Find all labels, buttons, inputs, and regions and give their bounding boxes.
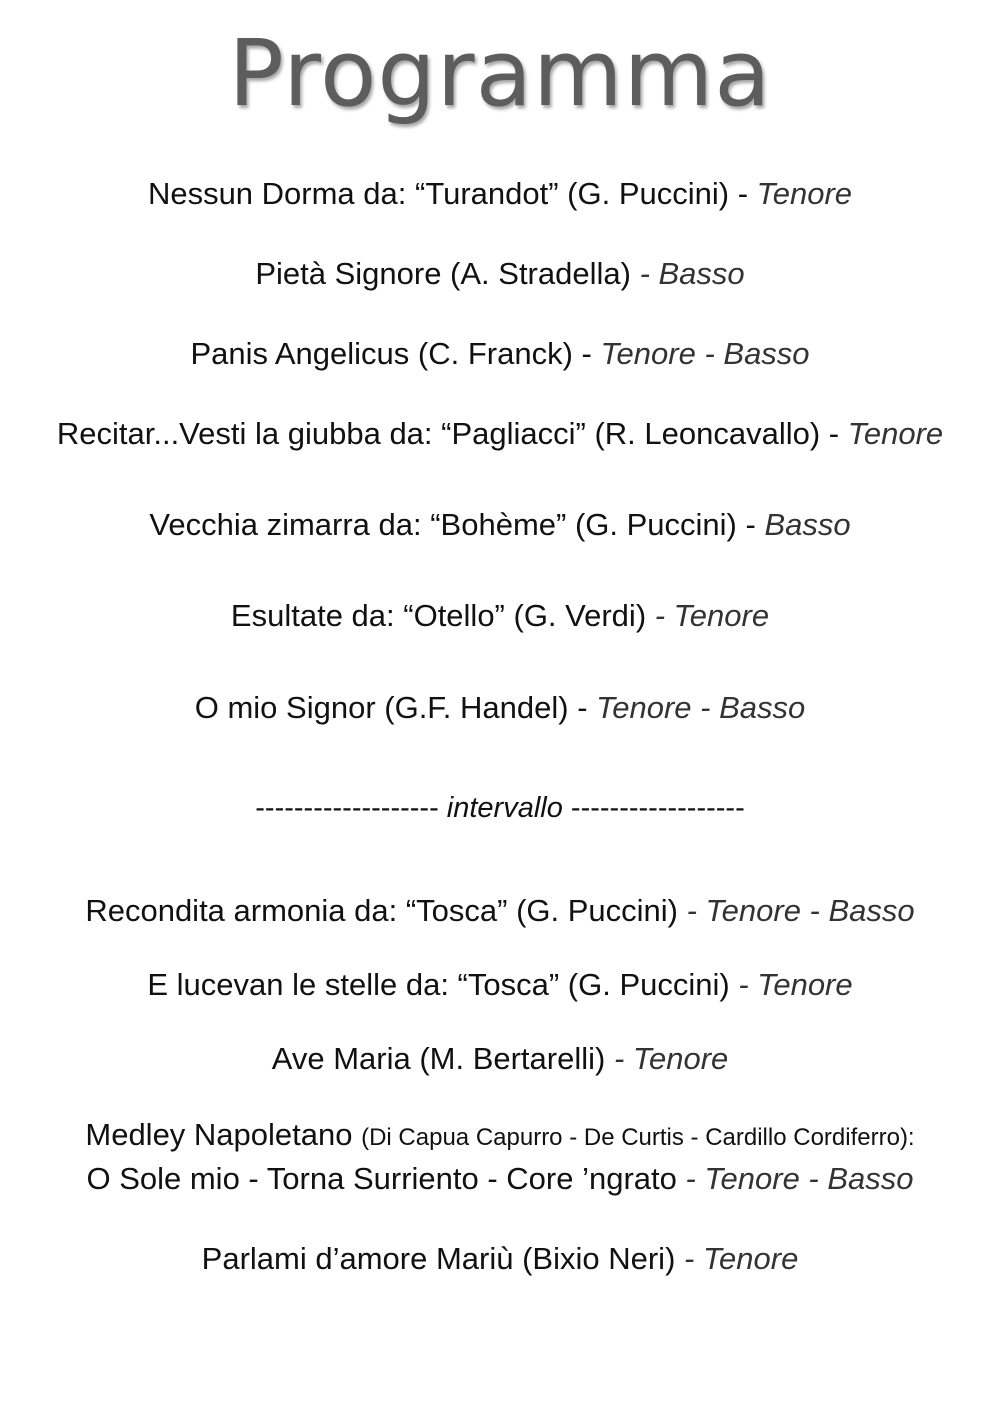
program-item: [0, 1041, 1000, 1077]
program-item: [0, 336, 1000, 372]
program-item: [0, 507, 1000, 543]
program-item: [0, 416, 1000, 452]
voice-text: - Tenore: [738, 967, 853, 1002]
program-item: [0, 967, 1000, 1003]
piece-text: E lucevan le stelle da: “Tosca” (G. Puccini): [147, 967, 739, 1002]
piece-text: Pietà Signore (A. Stradella): [255, 256, 640, 291]
piece-text: Esultate da: “Otello” (G. Verdi): [230, 598, 655, 633]
medley-songs-line: [0, 1161, 1000, 1197]
separator-dashes-right: ------------------: [562, 792, 745, 824]
piece-text: Recondita armonia da: “Tosca” (G. Puccini): [85, 893, 687, 928]
program-item: [0, 598, 1000, 634]
medley-title: Medley Napoletano: [85, 1117, 362, 1152]
program-item: [0, 176, 1000, 212]
piece-text: Ave Maria (M. Bertarelli): [271, 1041, 614, 1076]
voice-text: Tenore - Basso: [596, 690, 806, 725]
piece-text: Recitar...Vesti la giubba da: “Pagliacci” (R. Leoncavallo) -: [56, 416, 848, 451]
piece-text: Vecchia zimarra da: “Bohème” (G. Puccini) -: [149, 507, 765, 542]
program-item: [0, 256, 1000, 292]
voice-text: Tenore - Basso: [600, 336, 810, 371]
medley-authors: (Di Capua Capurro - De Curtis - Cardillo Cordiferro):: [361, 1124, 915, 1151]
medley-title-line: [0, 1117, 1000, 1153]
voice-text: - Tenore: [684, 1241, 799, 1276]
voice-text: - Basso: [639, 256, 745, 291]
page-title: Programma: [228, 20, 772, 127]
program-item: [0, 893, 1000, 929]
piece-text: Parlami d’amore Mariù (Bixio Neri): [201, 1241, 685, 1276]
separator-dashes-left: -------------------: [255, 792, 447, 824]
piece-text: Nessun Dorma da: “Turandot” (G. Puccini) -: [147, 176, 757, 211]
voice-text: - Tenore: [654, 598, 770, 633]
voice-text: Tenore: [756, 176, 853, 211]
voice-text: - Tenore: [613, 1041, 729, 1076]
program-item: [0, 1241, 1000, 1277]
piece-text: Panis Angelicus (C. Franck) -: [190, 336, 601, 371]
piece-text: O mio Signor (G.F. Handel) -: [194, 690, 597, 725]
voice-text: Tenore: [847, 416, 944, 451]
intermission-label: intervallo: [446, 792, 563, 824]
voice-text: - Tenore - Basso: [686, 893, 915, 928]
medley-songs: O Sole mio - Torna Surriento - Core ’ngrato: [86, 1161, 686, 1196]
voice-text: - Tenore - Basso: [685, 1161, 914, 1196]
intermission-separator: [0, 792, 1000, 825]
program-item: [0, 690, 1000, 726]
voice-text: Basso: [764, 507, 851, 542]
